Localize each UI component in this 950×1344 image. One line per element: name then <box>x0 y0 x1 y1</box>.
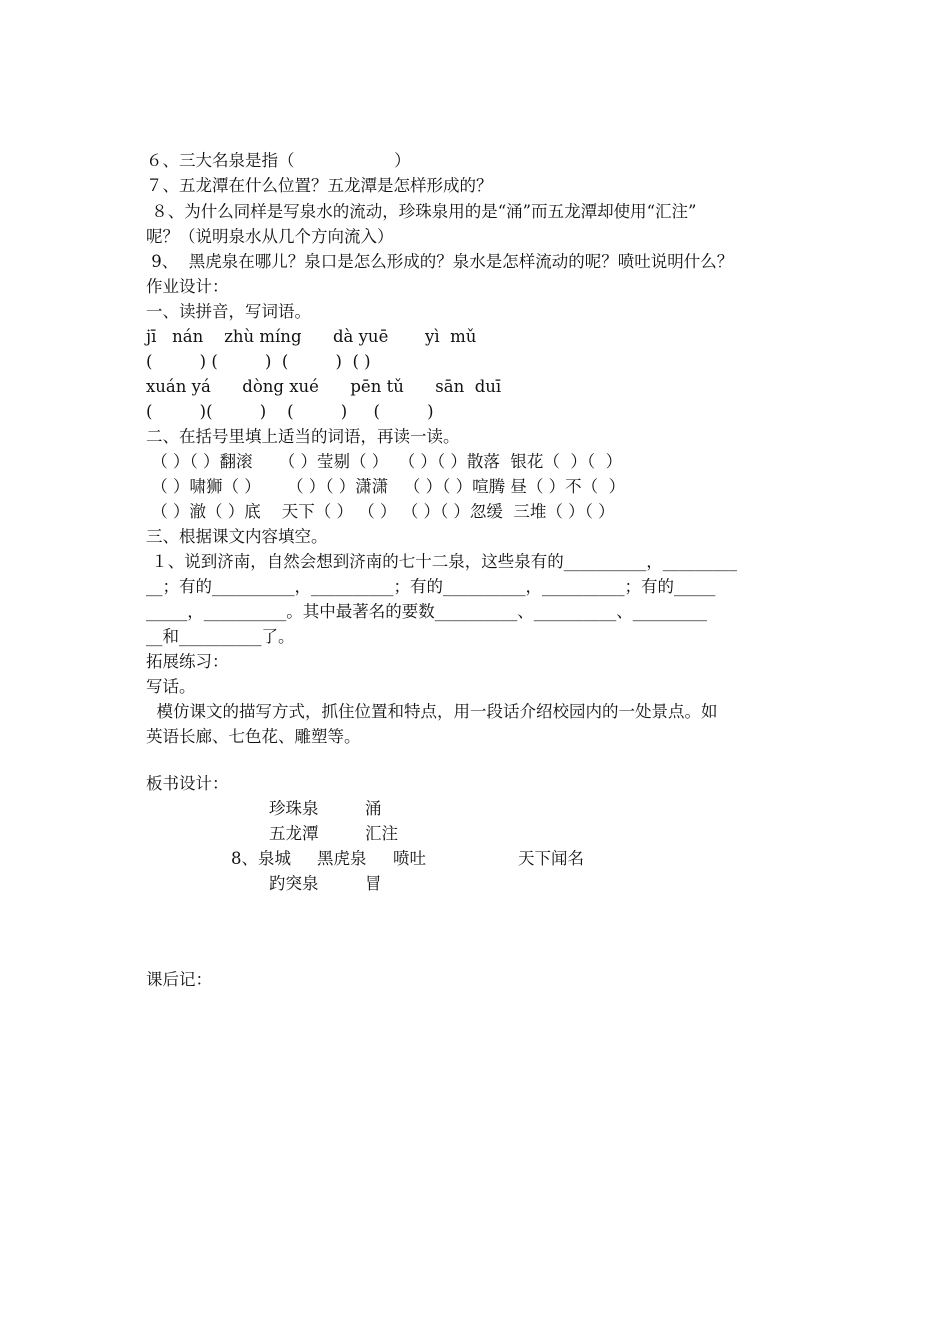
homework-heading: 作业设计： <box>146 277 229 296</box>
board-spring-1: 珍珠泉 <box>269 799 319 818</box>
fill-row-2: （ ）啸狮（ ） （ ）（ ）潇潇 （ ）（ ）喧腾 昼（ ）不（ ） <box>146 477 626 496</box>
fill-row-3: （ ）澈（ ）底 天下（ ） （ ） （ ）（ ）忽缓 三堆（ ）（ ） <box>146 502 615 521</box>
section-3-line-4: __和__________了。 <box>146 627 295 646</box>
section-1-title: 一、读拼音，写词语。 <box>146 302 311 321</box>
after-class-notes: 课后记： <box>146 970 212 989</box>
extension-subheading: 写话。 <box>146 677 196 696</box>
board-spring-2: 五龙潭 <box>269 824 319 843</box>
board-verb-3: 喷吐 <box>393 849 426 868</box>
question-8-line-2: 呢？（说明泉水从几个方向流入） <box>146 227 394 246</box>
section-3-line-3: _____，__________。其中最著名的要数__________、__________、_________ <box>146 602 707 621</box>
blank-row-2: ( )( ) ( ) ( ) <box>146 402 434 421</box>
question-7: ７、五龙潭在什么位置？五龙潭是怎样形成的？ <box>146 176 493 195</box>
board-topic: 8、泉城 <box>231 849 291 868</box>
section-3-line-2: __；有的__________，__________；有的__________，__________；有的_____ <box>146 577 716 596</box>
extension-task-line-1: 模仿课文的描写方式，抓住位置和特点，用一段话介绍校园内的一处景点。如 <box>146 702 718 721</box>
board-heading: 板书设计： <box>146 774 229 793</box>
board-spring-3: 黑虎泉 <box>317 849 367 868</box>
board-spring-4: 趵突泉 <box>269 874 319 893</box>
extension-task-line-2: 英语长廊、七色花、雕塑等。 <box>146 727 361 746</box>
section-3-line-1: １、说到济南，自然会想到济南的七十二泉，这些泉有的__________，_________ <box>146 552 737 571</box>
section-3-title: 三、根据课文内容填空。 <box>146 527 328 546</box>
question-6: ６、三大名泉是指（ ） <box>146 151 411 170</box>
board-verb-4: 冒 <box>365 874 382 893</box>
extension-heading: 拓展练习： <box>146 652 229 671</box>
pinyin-row-1: jī nán zhù míng dà yuē yì mǔ <box>146 327 477 346</box>
blank-row-1: ( ) ( ) ( ) ( ) <box>146 352 371 371</box>
board-conclusion: 天下闻名 <box>518 849 584 868</box>
fill-row-1: （ ）（ ）翻滚 （ ）莹剔（ ） （ ）（ ）散落 银花（ ）（ ） <box>146 452 623 471</box>
pinyin-row-2: xuán yá dòng xué pēn tǔ sān duī <box>146 377 502 396</box>
section-2-title: 二、在括号里填上适当的词语，再读一读。 <box>146 427 460 446</box>
question-8-line-1: ８、为什么同样是写泉水的流动，珍珠泉用的是“涌”而五龙潭却使用“汇注” <box>146 202 697 221</box>
board-verb-1: 涌 <box>365 799 382 818</box>
question-9: 9、 黑虎泉在哪儿？泉口是怎么形成的？泉水是怎样流动的呢？喷吐说明什么？ <box>146 252 734 271</box>
board-verb-2: 汇注 <box>365 824 398 843</box>
